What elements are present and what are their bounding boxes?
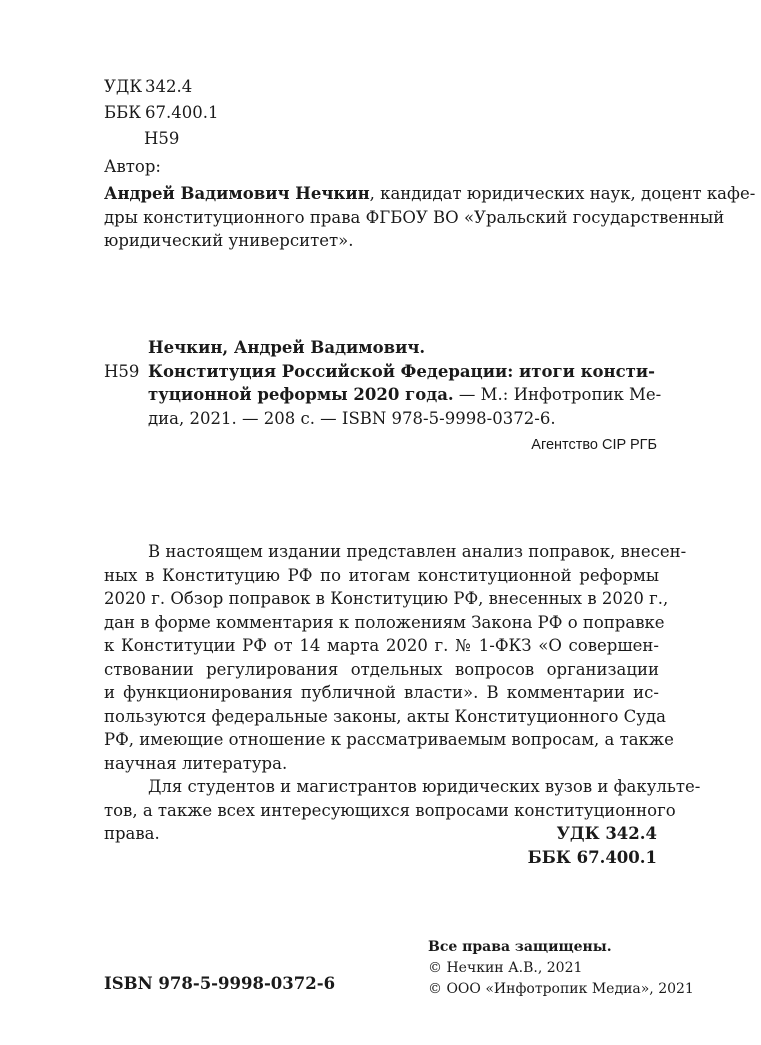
copyright-publisher: © ООО «Инфотропик Медиа», 2021 <box>428 981 694 997</box>
rights-reserved: Все права защищены. <box>428 939 612 955</box>
bbk-row <box>104 100 218 126</box>
author-line-2: дры конституционного права ФГБОУ ВО «Уральский государственный <box>104 207 725 227</box>
author-line-1 <box>104 182 756 206</box>
biblio-title-line-2 <box>104 383 662 407</box>
udk-row <box>104 74 218 100</box>
biblio-line-3: диа, 2021. — 208 с. — ISBN 978-5-9998-0372-6. <box>148 408 556 428</box>
udk-label: УДК <box>104 77 143 96</box>
abstract-p1-line: ствовании регулирования отдельных вопросов организации <box>104 659 659 679</box>
author-section <box>104 182 756 253</box>
author-label: Автор: <box>104 157 161 176</box>
abstract-p1-line: пользуются федеральные законы, акты Конституционного Суда <box>104 706 666 726</box>
author-mark-row <box>104 126 218 152</box>
abstract-p1-line: 2020 г. Обзор поправок в Конституцию РФ, внесенных в 2020 г., <box>104 589 669 608</box>
udk-value: 342.4 <box>145 77 193 96</box>
biblio-heading <box>104 336 659 360</box>
abstract-p1-line: научная литература. <box>104 753 288 773</box>
abstract-p1-line: к Конституции РФ от 14 марта 2020 г. № 1-ФКЗ «О совершен- <box>104 636 659 655</box>
biblio-title-line-2-bold: туционной реформы 2020 года. <box>148 385 454 404</box>
abstract-p1-line: и функционирования публичной власти». В комментарии ис- <box>104 683 659 702</box>
biblio-title-line-2-rest: — М.: Инфотропик Ме- <box>453 385 662 404</box>
author-line-1-rest: , кандидат юридических наук, доцент кафе- <box>369 184 756 203</box>
bbk-label: ББК <box>104 103 142 122</box>
abstract-p1-line: дан в форме комментария к положениям Закона РФ о поправке <box>104 612 665 632</box>
bottom-bbk: ББК 67.400.1 <box>527 847 657 867</box>
author-mark: Н59 <box>144 129 180 148</box>
bottom-udk: УДК 342.4 <box>556 824 657 843</box>
bbk-value: 67.400.1 <box>145 103 219 122</box>
abstract-p1-line: В настоящем издании представлен анализ поправок, внесен- <box>148 542 687 561</box>
abstract-p1-line: ных в Конституцию РФ по итогам конституционной реформы <box>104 565 659 585</box>
abstract-p2-line: тов, а также всех интересующихся вопросами конституционного <box>104 800 676 820</box>
abstract-p2-line: Для студентов и магистрантов юридических вузов и факульте- <box>148 777 701 796</box>
copyright-author: © Нечкин А.В., 2021 <box>428 960 583 976</box>
rights-block <box>428 937 694 1000</box>
biblio-title-line-1 <box>104 360 659 384</box>
bibliographic-record <box>104 336 662 430</box>
isbn: ISBN 978-5-9998-0372-6 <box>104 974 336 993</box>
abstract-p2-line: права. <box>104 824 160 843</box>
biblio-title-line-1-text: Конституция Российской Федерации: итоги консти- <box>148 361 655 381</box>
bottom-codes <box>528 822 657 869</box>
cip-agency: Агентство CIP РГБ <box>531 437 657 453</box>
biblio-author-mark: Н59 <box>104 361 140 381</box>
biblio-heading-text: Нечкин, Андрей Вадимович. <box>148 338 426 357</box>
classification-block <box>104 74 218 152</box>
author-name: Андрей Вадимович Нечкин <box>104 184 370 203</box>
abstract-p1-line: РФ, имеющие отношение к рассматриваемым вопросам, а также <box>104 730 674 749</box>
abstract <box>104 540 701 846</box>
author-line-3: юридический университет». <box>104 231 354 250</box>
